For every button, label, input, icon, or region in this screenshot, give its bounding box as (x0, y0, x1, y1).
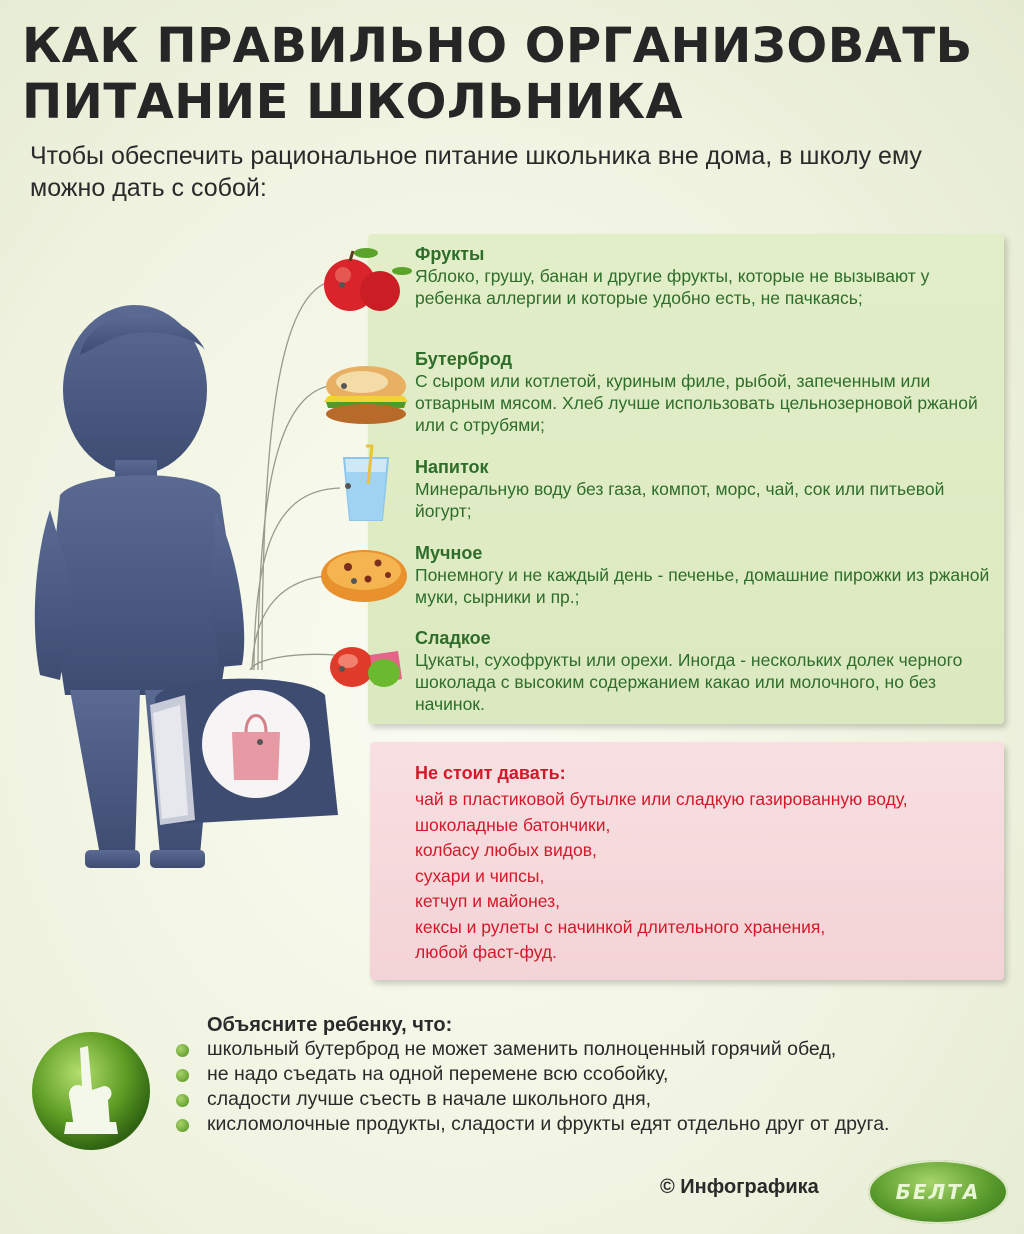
food-item-text: Понемногу и не каждый день - печенье, домашние пирожки из ржаной муки, сырники и пр.; (415, 565, 990, 607)
explain-item-text: школьный бутерброд не может заменить полноценный горячий обед, (207, 1038, 837, 1060)
food-item-text: Цукаты, сухофрукты или орехи. Иногда - нескольких долек черного шоколада с высоким содержанием какао или молочного, но без начинок. (415, 650, 963, 714)
belta-logo (868, 1160, 1008, 1224)
intro-text: Чтобы обеспечить рациональное питание школьника вне дома, в школу ему можно дать с собой: (30, 142, 922, 202)
forbidden-item: кетчуп и майонез, (415, 891, 561, 911)
explain-item (176, 1112, 1006, 1137)
explain-item-text: сладости лучше съесть в начале школьного дня, (207, 1088, 652, 1110)
explain-item (176, 1037, 1006, 1062)
sandwich-icon (320, 362, 412, 426)
food-item-title: Фрукты (415, 244, 485, 264)
food-item-title: Мучное (415, 543, 483, 563)
forbidden-item: колбасу любых видов, (415, 840, 597, 860)
forbidden-item: любой фаст-фуд. (415, 942, 557, 962)
page-title-line-2: ПИТАНИЕ ШКОЛЬНИКА (22, 74, 684, 130)
explain-title: Объясните ребенку, что: (207, 1014, 453, 1036)
explain-item-text: кисломолочные продукты, сладости и фрукты едят отдельно друг от друга. (207, 1113, 890, 1135)
explain-item (176, 1062, 1006, 1087)
forbidden-list (415, 787, 1005, 966)
food-item-text: Минеральную воду без газа, компот, морс, чай, сок или питьевой йогурт; (415, 479, 945, 521)
explain-item (176, 1087, 1006, 1112)
candy-icon (326, 635, 408, 695)
food-item-pastry (415, 542, 1000, 608)
food-item-title: Напиток (415, 457, 489, 477)
raised-finger-icon (30, 1030, 152, 1152)
explain-list (176, 1037, 1006, 1137)
food-item-sweets (415, 627, 1000, 715)
food-item-title: Сладкое (415, 628, 491, 648)
forbidden-item: шоколадные батончики, (415, 814, 611, 835)
forbidden-item: кексы и рулеты с начинкой длительного хранения, (415, 916, 826, 937)
food-item-drink (415, 456, 1000, 522)
page-title (22, 18, 1012, 130)
lunch-bag-icon (200, 688, 312, 800)
drink-glass-icon (336, 444, 396, 524)
food-item-sandwich (415, 348, 1000, 436)
bullet-icon (176, 1094, 189, 1107)
food-item-text: С сыром или котлетой, куриным филе, рыбой, запеченным или отварным мясом. Хлеб лучше использовать цельнозерновой ржаной или с отрубями; (415, 371, 978, 435)
forbidden-title: Не стоит давать: (415, 763, 566, 783)
bullet-icon (176, 1069, 189, 1082)
bullet-icon (176, 1044, 189, 1057)
apple-icon (318, 245, 413, 315)
forbidden-item: чай в пластиковой бутылке или сладкую газированную воду, (415, 789, 908, 809)
credit-text: © Инфографика (660, 1176, 819, 1198)
forbidden-item: сухари и чипсы, (415, 865, 545, 886)
food-item-fruits (415, 243, 1000, 309)
page-title-line-1: КАК ПРАВИЛЬНО ОРГАНИЗОВАТЬ (22, 18, 973, 74)
cookie-icon (318, 545, 410, 607)
bullet-icon (176, 1119, 189, 1132)
food-item-text: Яблоко, грушу, банан и другие фрукты, которые не вызывают у ребенка аллергии и которые удобно есть, не пачкаясь; (415, 266, 930, 308)
belta-logo-text: БЕЛТА (895, 1180, 981, 1204)
food-item-title: Бутерброд (415, 349, 513, 369)
explain-item-text: не надо съедать на одной перемене всю ссобойку, (207, 1063, 669, 1085)
